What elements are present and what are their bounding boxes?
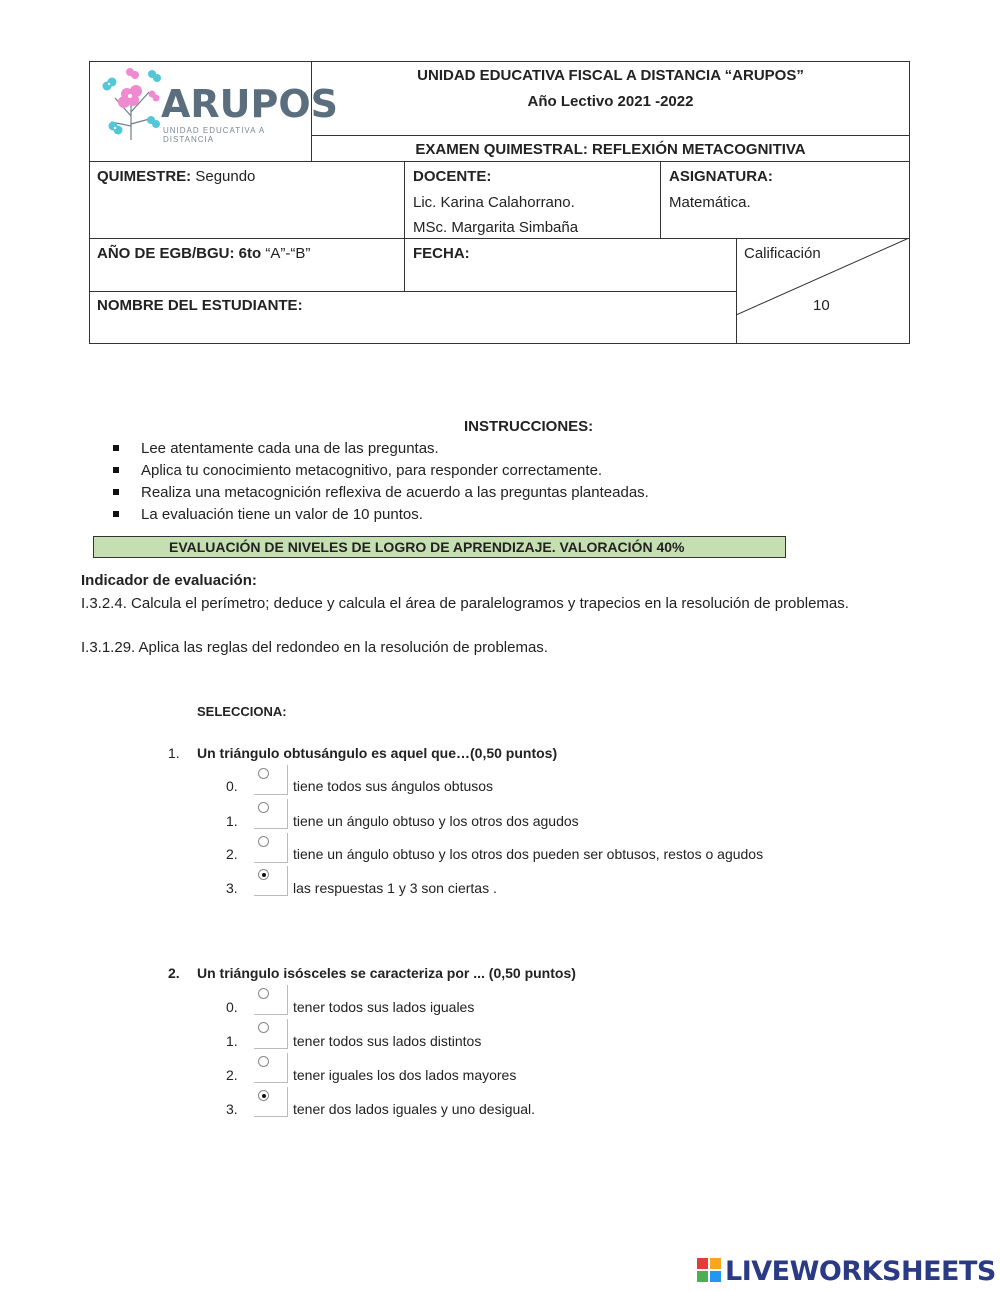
- asignatura-label: ASIGNATURA:: [669, 168, 773, 185]
- table-divider: [89, 161, 910, 162]
- question-text: Un triángulo obtusángulo es aquel que…(0,50 puntos): [197, 745, 558, 761]
- asignatura-value: Matemática.: [669, 194, 751, 211]
- table-divider: [311, 135, 910, 136]
- table-divider: [404, 161, 405, 291]
- docente-name-2: MSc. Margarita Simbaña: [413, 219, 579, 236]
- school-logo: [91, 62, 339, 150]
- option-number: 2.: [226, 846, 238, 862]
- radio-icon: [258, 988, 269, 999]
- instruction-text: Lee atentamente cada una de las preguntas.: [141, 440, 439, 457]
- option-number: 2.: [226, 1067, 238, 1083]
- radio-selected-icon: [258, 869, 269, 880]
- option-text: las respuestas 1 y 3 son ciertas .: [293, 880, 497, 896]
- instruction-item: [113, 484, 649, 501]
- school-name: UNIDAD EDUCATIVA FISCAL A DISTANCIA “ARUPOS”: [417, 67, 804, 84]
- option-text: tiene un ángulo obtuso y los otros dos agudos: [293, 813, 579, 829]
- quimestre-value: Segundo: [195, 168, 256, 185]
- option-number: 0.: [226, 999, 238, 1015]
- instruction-item: [113, 506, 423, 523]
- indicator-line-1: I.3.2.4. Calcula el perímetro; deduce y calcula el área de paralelogramos y trapecios en la resolución de problemas.: [81, 595, 849, 612]
- select-label: SELECCIONA:: [197, 704, 287, 719]
- option-number: 0.: [226, 778, 238, 794]
- logo-subtitle: UNIDAD EDUCATIVA A DISTANCIA: [163, 126, 265, 144]
- bullet-icon: [113, 511, 119, 517]
- student-name-label: NOMBRE DEL ESTUDIANTE:: [97, 297, 303, 314]
- instructions-title: INSTRUCCIONES:: [464, 418, 594, 435]
- school-year: Año Lectivo 2021 -2022: [527, 93, 694, 110]
- option-number: 1.: [226, 1033, 238, 1049]
- liveworksheets-wordmark: LIVEWORKSHEETS: [725, 1256, 996, 1287]
- indicator-line-2: I.3.1.29. Aplica las reglas del redondeo en la resolución de problemas.: [81, 639, 548, 656]
- evaluation-banner: EVALUACIÓN DE NIVELES DE LOGRO DE APRENDIZAJE. VALORACIÓN 40%: [93, 536, 786, 558]
- radio-icon: [258, 836, 269, 847]
- option-number: 1.: [226, 813, 238, 829]
- fecha-label: FECHA:: [413, 245, 470, 262]
- radio-selected-icon: [258, 1090, 269, 1101]
- option-text: tener dos lados iguales y uno desigual.: [293, 1101, 536, 1117]
- instruction-text: Aplica tu conocimiento metacognitivo, para responder correctamente.: [141, 462, 603, 479]
- bullet-icon: [113, 445, 119, 451]
- docente-label: DOCENTE:: [413, 168, 492, 185]
- calificacion-value: 10: [813, 297, 830, 314]
- quimestre-label: QUIMESTRE:: [97, 168, 192, 185]
- liveworksheets-blocks-icon: [697, 1258, 723, 1284]
- radio-icon: [258, 1056, 269, 1067]
- radio-icon: [258, 768, 269, 779]
- calificacion-label: Calificación: [744, 245, 821, 262]
- indicator-title: Indicador de evaluación:: [81, 572, 257, 589]
- logo-wordmark: ARUPOS: [161, 82, 339, 126]
- radio-icon: [258, 1022, 269, 1033]
- table-divider: [89, 291, 737, 292]
- table-border-left: [89, 61, 90, 344]
- instruction-text: Realiza una metacognición reflexiva de acuerdo a las preguntas planteadas.: [141, 484, 649, 501]
- answer-radio[interactable]: [254, 833, 288, 863]
- instruction-item: [113, 440, 439, 457]
- option-number: 3.: [226, 880, 238, 896]
- answer-radio[interactable]: [254, 1053, 288, 1083]
- option-text: tiene un ángulo obtuso y los otros dos pueden ser obtusos, restos o agudos: [293, 846, 764, 862]
- question-number: 1.: [168, 745, 180, 761]
- answer-radio[interactable]: [254, 1019, 288, 1049]
- answer-radio[interactable]: [254, 985, 288, 1015]
- question-text: Un triángulo isósceles se caracteriza por ... (0,50 puntos): [197, 965, 576, 981]
- bullet-icon: [113, 489, 119, 495]
- option-text: tiene todos sus ángulos obtusos: [293, 778, 494, 794]
- answer-radio[interactable]: [254, 799, 288, 829]
- option-text: tener todos sus lados iguales: [293, 999, 475, 1015]
- instruction-item: [113, 462, 602, 479]
- table-divider: [660, 161, 661, 238]
- bullet-icon: [113, 467, 119, 473]
- exam-title: EXAMEN QUIMESTRAL: REFLEXIÓN METACOGNITIVA: [415, 141, 806, 158]
- anio-field: [97, 241, 310, 266]
- answer-radio[interactable]: [254, 765, 288, 795]
- answer-radio-selected[interactable]: [254, 866, 288, 896]
- answer-radio-selected[interactable]: [254, 1087, 288, 1117]
- option-text: tener todos sus lados distintos: [293, 1033, 482, 1049]
- quimestre-field: [97, 164, 255, 189]
- anio-label: AÑO DE EGB/BGU: 6to: [97, 245, 262, 262]
- instruction-text: La evaluación tiene un valor de 10 puntos.: [141, 506, 423, 523]
- anio-value: “A”-“B”: [265, 245, 311, 262]
- radio-icon: [258, 802, 269, 813]
- option-number: 3.: [226, 1101, 238, 1117]
- option-text: tener iguales los dos lados mayores: [293, 1067, 517, 1083]
- question-number: 2.: [168, 965, 180, 981]
- docente-name-1: Lic. Karina Calahorrano.: [413, 194, 575, 211]
- flower-logo-icon: [97, 64, 165, 142]
